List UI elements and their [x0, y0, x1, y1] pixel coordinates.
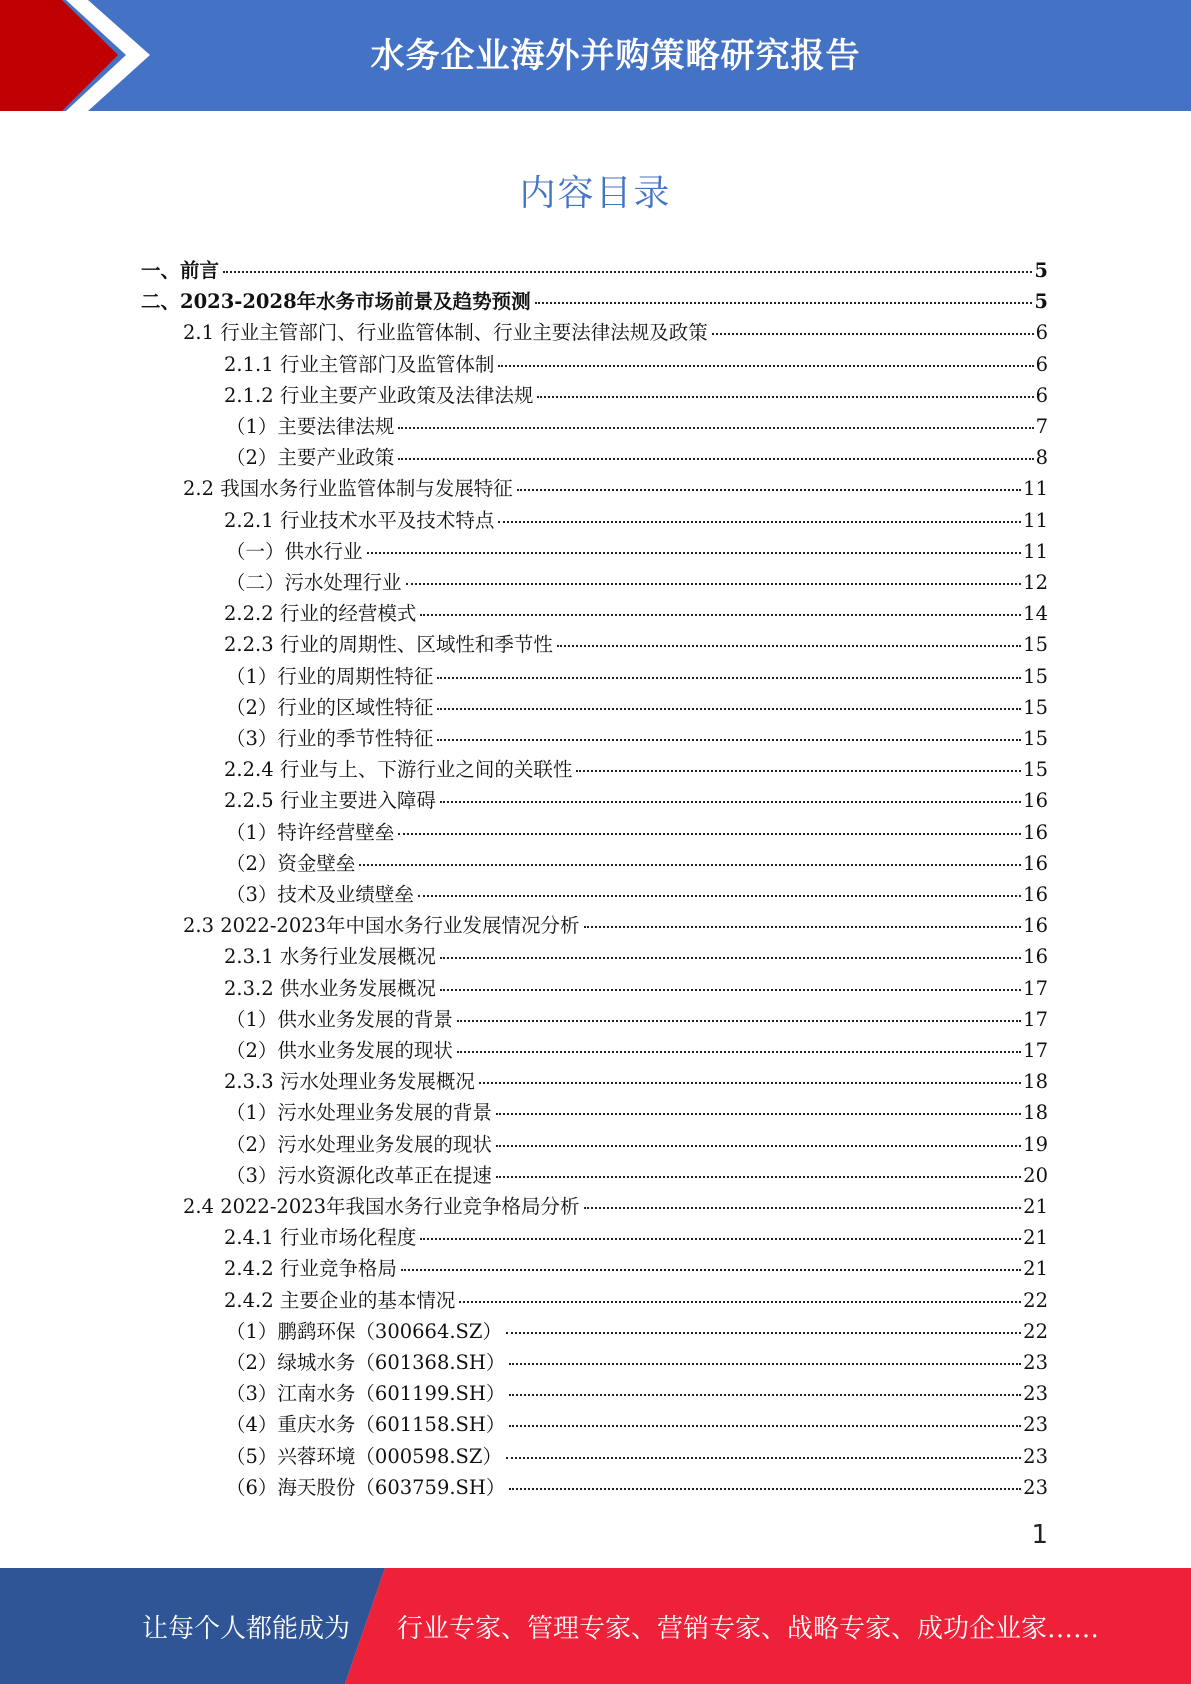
toc-entry-label: 2.4.2 主要企业的基本情况 — [224, 1288, 456, 1312]
toc-entry[interactable] — [226, 1441, 1048, 1472]
toc-entry-page: 6 — [1035, 352, 1048, 376]
toc-entry-label: （1）供水业务发展的背景 — [226, 1007, 453, 1031]
toc-entry[interactable] — [224, 1066, 1048, 1097]
dot-leader — [457, 1020, 1021, 1022]
dot-leader — [418, 895, 1021, 897]
toc-entry-page: 12 — [1023, 571, 1048, 594]
dot-leader — [496, 1113, 1021, 1115]
toc-entry-page: 11 — [1023, 539, 1048, 563]
dot-leader — [506, 1332, 1021, 1334]
dot-leader — [437, 739, 1021, 741]
dot-leader — [457, 1051, 1021, 1053]
toc-entry[interactable] — [224, 349, 1048, 380]
dot-leader — [440, 989, 1021, 991]
toc-entry[interactable] — [224, 1253, 1048, 1284]
toc-entry[interactable] — [224, 629, 1048, 660]
toc-entry-page: 23 — [1023, 1413, 1048, 1437]
dot-leader — [420, 1238, 1021, 1240]
dot-leader — [496, 1176, 1021, 1178]
dot-leader — [537, 396, 1033, 398]
toc-entry-page: 15 — [1023, 727, 1048, 750]
toc-entry[interactable] — [226, 411, 1048, 442]
toc-entry-label: （1）主要法律法规 — [226, 415, 395, 438]
toc-entry-label: （1）特许经营壁垒 — [226, 820, 395, 844]
toc-entry-label: （1）鹏鹞环保（300664.SZ） — [226, 1319, 502, 1343]
toc-entry[interactable] — [226, 1316, 1048, 1347]
toc-entry-page: 6 — [1035, 321, 1048, 345]
toc-entry-label: 2.1.1 行业主管部门及监管体制 — [224, 352, 495, 376]
toc-entry[interactable] — [226, 692, 1048, 723]
toc-entry-label: （4）重庆水务（601158.SH） — [226, 1413, 506, 1437]
dot-leader — [496, 1145, 1021, 1147]
toc-entry[interactable] — [224, 941, 1048, 972]
toc-entry-page: 16 — [1023, 789, 1048, 813]
toc-entry-page: 18 — [1023, 1070, 1048, 1094]
toc-entry[interactable] — [141, 286, 1048, 317]
toc-entry-label: 2.4 2022-2023年我国水务行业竞争格局分析 — [183, 1195, 580, 1218]
toc-entry-label: 2.2.2 行业的经营模式 — [224, 602, 417, 626]
toc-entry-label: （2）行业的区域性特征 — [226, 695, 434, 719]
toc-entry-label: （1）污水处理业务发展的背景 — [226, 1101, 492, 1125]
toc-entry[interactable] — [226, 1097, 1048, 1128]
toc-entry-page: 21 — [1023, 1226, 1048, 1250]
dot-leader — [498, 521, 1021, 523]
toc-entry-page: 21 — [1023, 1257, 1048, 1281]
toc-heading: 内容目录 — [519, 173, 672, 214]
toc-entry-label: （3）技术及业绩壁垒 — [226, 883, 414, 906]
toc-entry-label: 2.3 2022-2023年中国水务行业发展情况分析 — [183, 914, 580, 938]
toc-entry-label: （2）绿城水务（601368.SH） — [226, 1351, 506, 1374]
toc-entry[interactable] — [226, 1004, 1048, 1035]
toc-entry-page: 15 — [1023, 664, 1048, 688]
header-arrow-decoration — [0, 0, 160, 111]
dot-leader — [584, 926, 1022, 928]
toc-entry-page: 17 — [1023, 1039, 1048, 1062]
toc-entry[interactable] — [224, 1285, 1048, 1316]
page-header — [0, 0, 1191, 111]
toc-entry[interactable] — [226, 536, 1048, 567]
toc-entry-label: 2.2.1 行业技术水平及技术特点 — [224, 508, 495, 532]
dot-leader — [712, 333, 1034, 335]
toc-entry[interactable] — [226, 1472, 1048, 1503]
toc-entry[interactable] — [226, 848, 1048, 879]
toc-entry-page: 5 — [1034, 259, 1048, 282]
dot-leader — [498, 365, 1033, 367]
toc-entry-page: 15 — [1023, 633, 1048, 657]
toc-entry-label: （6）海天股份（603759.SH） — [226, 1475, 506, 1499]
toc-entry[interactable] — [183, 1191, 1048, 1222]
toc-entry-page: 15 — [1023, 695, 1048, 719]
toc-entry[interactable] — [226, 817, 1048, 848]
toc-entry-label: 2.3.2 供水业务发展概况 — [224, 976, 436, 1000]
toc-entry-page: 6 — [1035, 383, 1048, 407]
dot-leader — [359, 864, 1021, 866]
toc-entry-label: （2）资金壁垒 — [226, 851, 356, 875]
toc-entry[interactable] — [226, 1035, 1048, 1066]
report-title: 水务企业海外并购策略研究报告 — [370, 36, 861, 76]
dot-leader — [535, 302, 1033, 304]
toc-entry-label: （5）兴蓉环境（000598.SZ） — [226, 1444, 502, 1468]
dot-leader — [459, 1301, 1021, 1303]
toc-entry-page: 15 — [1023, 758, 1048, 782]
toc-entry-label: （3）江南水务（601199.SH） — [226, 1382, 506, 1406]
toc-entry-label: （2）污水处理业务发展的现状 — [226, 1132, 492, 1156]
toc-entry-page: 20 — [1023, 1163, 1048, 1187]
toc-entry-page: 23 — [1023, 1382, 1048, 1406]
toc-entry-label: 2.2.5 行业主要进入障碍 — [224, 789, 436, 813]
footer-slogan-right: 行业专家、管理专家、营销专家、战略专家、成功企业家…… — [397, 1614, 1100, 1644]
toc-entry[interactable] — [224, 505, 1048, 536]
toc-entry-page: 5 — [1034, 290, 1048, 314]
toc-entry[interactable] — [226, 567, 1048, 598]
toc-entry-page: 8 — [1035, 446, 1048, 470]
toc-entry-label: （3）污水资源化改革正在提速 — [226, 1163, 492, 1187]
toc-entry-page: 21 — [1023, 1195, 1048, 1218]
dot-leader — [223, 271, 1032, 273]
dot-leader — [406, 583, 1022, 585]
toc-entry-page: 16 — [1023, 820, 1048, 844]
toc-entry-page: 23 — [1023, 1351, 1048, 1374]
toc-entry-label: （1）行业的周期性特征 — [226, 664, 434, 688]
toc-entry-label: 2.3.1 水务行业发展概况 — [224, 945, 436, 969]
dot-leader — [440, 801, 1021, 803]
dot-leader — [367, 552, 1022, 554]
toc-entry-page: 16 — [1023, 883, 1048, 906]
dot-leader — [557, 645, 1021, 647]
toc-entry-label: （一）供水行业 — [226, 539, 363, 563]
toc-entry-label: （3）行业的季节性特征 — [226, 727, 434, 750]
toc-entry-label: 2.1.2 行业主要产业政策及法律法规 — [224, 383, 534, 407]
toc-entry-page: 17 — [1023, 976, 1048, 1000]
toc-entry-page: 11 — [1023, 477, 1048, 501]
dot-leader — [440, 957, 1021, 959]
dot-leader — [584, 1207, 1022, 1209]
toc-entry-page: 17 — [1023, 1007, 1048, 1031]
toc-entry-page: 22 — [1023, 1319, 1048, 1343]
toc-entry-label: 2.4.2 行业竞争格局 — [224, 1257, 397, 1281]
toc-entry-page: 18 — [1023, 1101, 1048, 1125]
dot-leader — [401, 1269, 1021, 1271]
toc-entry[interactable] — [224, 785, 1048, 816]
toc-entry-page: 23 — [1023, 1475, 1048, 1499]
toc-entry-page: 23 — [1023, 1444, 1048, 1468]
toc-entry[interactable] — [224, 754, 1048, 785]
toc-entry[interactable] — [183, 317, 1048, 348]
page-number: 1 — [1031, 1520, 1048, 1550]
toc-entry-label: （2）供水业务发展的现状 — [226, 1039, 453, 1062]
dot-leader — [509, 1394, 1021, 1396]
toc-entry-label: 2.3.3 污水处理业务发展概况 — [224, 1070, 475, 1094]
dot-leader — [506, 1457, 1021, 1459]
toc-entry[interactable] — [226, 1378, 1048, 1409]
toc-entry-label: 2.1 行业主管部门、行业监管体制、行业主要法律法规及政策 — [183, 321, 708, 345]
toc-entry[interactable] — [224, 380, 1048, 411]
toc-entry[interactable] — [183, 910, 1048, 941]
toc-entry-label: 2.4.1 行业市场化程度 — [224, 1226, 417, 1250]
toc-entry-page: 19 — [1023, 1132, 1048, 1156]
toc-entry[interactable] — [224, 1222, 1048, 1253]
toc-entry-page: 7 — [1035, 415, 1048, 438]
toc-entry[interactable] — [141, 255, 1048, 286]
dot-leader — [420, 614, 1021, 616]
toc-entry-label: 2.2.4 行业与上、下游行业之间的关联性 — [224, 758, 573, 782]
dot-leader — [398, 833, 1021, 835]
dot-leader — [437, 677, 1021, 679]
toc-entry-label: 2.2.3 行业的周期性、区域性和季节性 — [224, 633, 553, 657]
dot-leader — [398, 427, 1033, 429]
dot-leader — [509, 1363, 1021, 1365]
toc-entry-page: 16 — [1023, 851, 1048, 875]
toc-entry-page: 16 — [1023, 914, 1048, 938]
toc-entry-page: 16 — [1023, 945, 1048, 969]
page-footer — [0, 1568, 1191, 1684]
dot-leader — [437, 708, 1021, 710]
toc-entry[interactable] — [226, 1409, 1048, 1440]
dot-leader — [479, 1082, 1021, 1084]
toc-entry[interactable] — [226, 661, 1048, 692]
toc-entry[interactable] — [226, 442, 1048, 473]
toc-entry[interactable] — [224, 973, 1048, 1004]
toc-entry[interactable] — [224, 598, 1048, 629]
toc-entry-page: 11 — [1023, 508, 1048, 532]
toc-entry[interactable] — [183, 473, 1048, 504]
toc-entry[interactable] — [226, 723, 1048, 754]
footer-slogan-left: 让每个人都能成为 — [142, 1614, 351, 1644]
toc-entry-label: 2.2 我国水务行业监管体制与发展特征 — [183, 477, 513, 501]
toc-entry[interactable] — [226, 1129, 1048, 1160]
toc-entry[interactable] — [226, 879, 1048, 910]
dot-leader — [576, 770, 1021, 772]
dot-leader — [517, 489, 1021, 491]
dot-leader — [509, 1488, 1021, 1490]
toc-entry-label: （2）主要产业政策 — [226, 446, 395, 470]
toc-entry[interactable] — [226, 1347, 1048, 1378]
toc-entry[interactable] — [226, 1160, 1048, 1191]
dot-leader — [509, 1425, 1021, 1427]
toc-entry-label: 一、前言 — [141, 259, 220, 282]
toc-entry-page: 14 — [1023, 602, 1048, 626]
toc-entry-page: 22 — [1023, 1288, 1048, 1312]
toc-entry-label: （二）污水处理行业 — [226, 571, 402, 594]
toc-entry-label: 二、2023-2028年水务市场前景及趋势预测 — [141, 290, 531, 314]
dot-leader — [398, 458, 1033, 460]
